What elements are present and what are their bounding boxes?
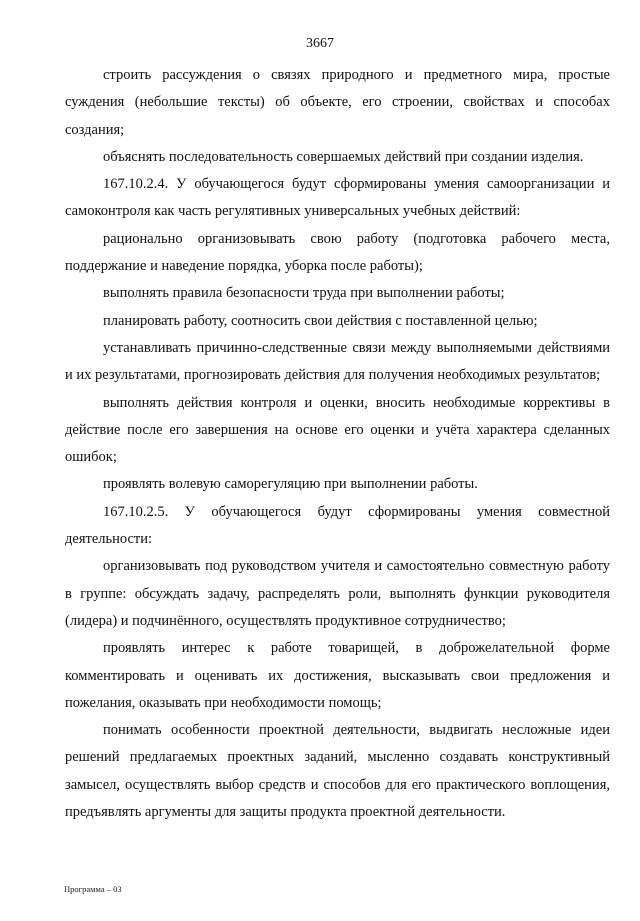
paragraph: проявлять волевую саморегуляцию при выполнении работы. [103,476,478,493]
paragraph: проявлять интерес к работе товарищей, в доброжелательной форме комментировать и оценивать их достижения, высказывать свои предложения и пожелания, оказывать при необходимости помощь; [65,640,610,711]
paragraph: 167.10.2.5. У обучающегося будут сформированы умения совместной деятельности: [65,503,610,548]
paragraph: выполнять правила безопасности труда при выполнении работы; [103,285,505,302]
page-number: 3667 [306,36,334,51]
paragraph: планировать работу, соотносить свои действия с поставленной целью; [103,312,538,329]
paragraph: организовывать под руководством учителя и самостоятельно совместную работу в группе: обсуждать задачу, распределять роли, выполнять функции руководителя (лидера) и подчинённого, осуществлять продуктивное сотрудничество; [65,558,610,629]
paragraph: понимать особенности проектной деятельности, выдвигать несложные идеи решений предлагаемых проектных заданий, мысленно создавать конструктивный замысел, осуществлять выбор средств и способов для его практического воплощения, предъявлять аргументы для защиты продукта проектной деятельности. [65,722,610,821]
paragraph: выполнять действия контроля и оценки, вносить необходимые коррективы в действие после его завершения на основе его оценки и учёта характера сделанных ошибок; [65,394,610,466]
paragraph: 167.10.2.4. У обучающегося будут сформированы умения самоорганизации и самоконтроля как часть регулятивных универсальных учебных действий: [65,176,610,220]
footer-note: Программа – 03 [64,884,122,894]
paragraph: строить рассуждения о связях природного и предметного мира, простые суждения (небольшие тексты) об объекте, его строении, свойствах и способах создания; [65,67,610,138]
paragraph: объяснять последовательность совершаемых действий при создании изделия. [103,148,584,165]
paragraph: устанавливать причинно-следственные связи между выполняемыми действиями и их результатами, прогнозировать действия для получения необходимых результатов; [65,339,610,384]
document-body [65,62,610,826]
paragraph: рационально организовывать свою работу (подготовка рабочего места, поддержание и наведение порядка, уборка после работы); [65,230,610,275]
